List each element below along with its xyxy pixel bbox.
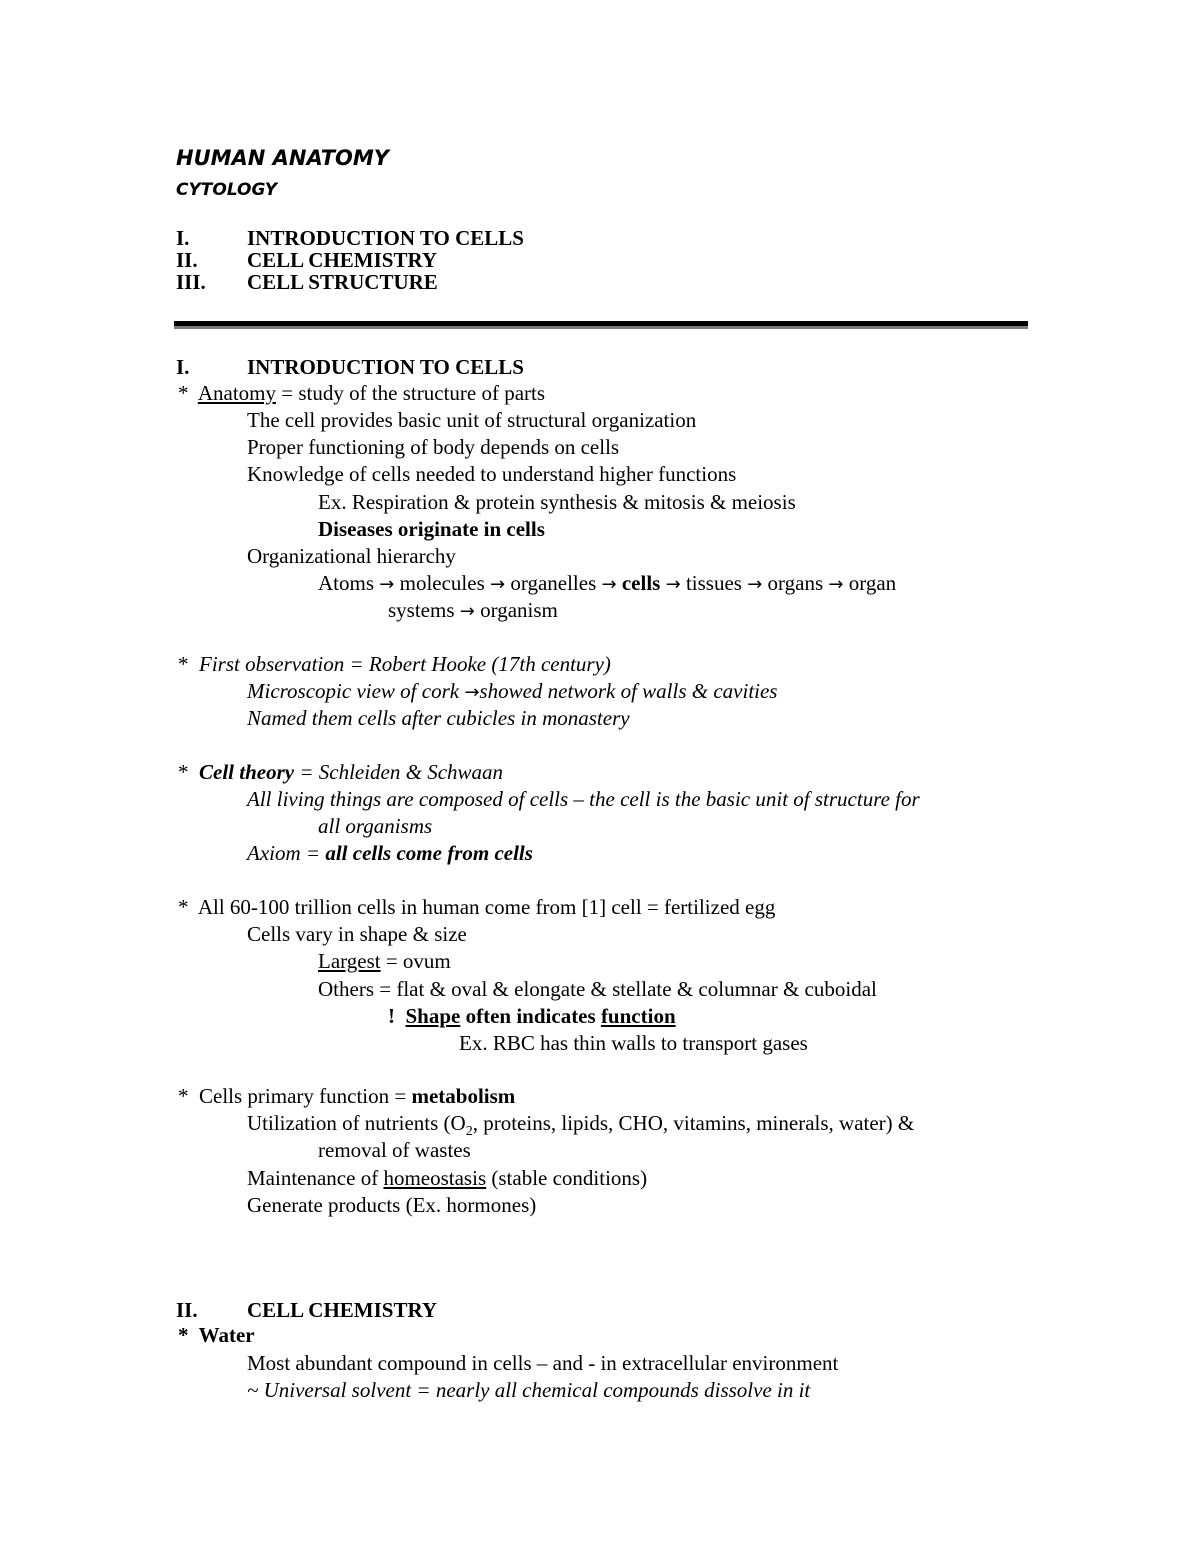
text-line: Others = flat & oval & elongate & stellate & columnar & cuboidal [318,977,877,1001]
text-segment: Microscopic view of cork [247,679,465,703]
term-anatomy: Anatomy [197,381,276,405]
hierarchy-item: cells [616,571,666,595]
hierarchy-item: organs [762,571,829,595]
bullet-star: * [178,760,189,784]
document-subtitle: CYTOLOGY [176,180,278,200]
bullet-star: * [178,895,189,919]
term-metabolism: metabolism [411,1084,516,1108]
text-line [247,678,777,706]
text-line: Diseases originate in cells [318,517,545,541]
term-water: Water [198,1323,255,1347]
bullet-line [178,759,503,785]
term-largest: Largest [318,949,381,973]
exclamation-mark: ! [388,1004,395,1028]
arrow-right-icon: → [459,601,475,622]
text-segment: , proteins, lipids, CHO, vitamins, minerals, water) & [472,1111,915,1135]
subscript: 2 [465,1124,473,1140]
hierarchy-item: molecules [394,571,490,595]
term-shape: Shape [405,1004,461,1028]
text-line: all organisms [318,814,433,838]
hierarchy-line [318,570,896,598]
bullet-line [178,1083,515,1109]
hierarchy-item: organism [474,598,558,622]
hierarchy-item: organ [843,571,897,595]
text-segment: often indicates [460,1004,601,1028]
text-line: All living things are composed of cells – the cell is the basic unit of structure for [247,787,920,811]
document-title: HUMAN ANATOMY [176,146,390,170]
toc-number: I. [176,226,190,250]
arrow-right-icon: → [379,574,395,595]
hierarchy-item: systems [388,598,460,622]
text-segment: Axiom = [247,841,326,865]
hierarchy-item: tissues [680,571,748,595]
text-line: Named them cells after cubicles in monastery [247,706,630,730]
text-line: ~ Universal solvent = nearly all chemical compounds dissolve in it [247,1378,811,1402]
arrow-right-icon: → [601,574,617,595]
toc-item: INTRODUCTION TO CELLS [247,226,524,250]
term-cell-theory: Cell theory [199,760,295,784]
toc-item: CELL CHEMISTRY [247,248,438,272]
arrow-right-icon: → [490,574,506,595]
text-line [318,948,451,974]
bullet-line [178,651,611,677]
bullet-line [178,894,775,920]
text-segment: Cells primary function = [199,1084,412,1108]
toc-number: II. [176,248,198,272]
text-line: Ex. RBC has thin walls to transport gases [459,1031,808,1055]
bullet-star: * [178,1084,189,1108]
section-number: II. [176,1298,198,1322]
arrow-right-icon: → [464,682,480,703]
section-heading: INTRODUCTION TO CELLS [247,355,524,379]
text-line: Proper functioning of body depends on cells [247,435,620,459]
section-heading: CELL CHEMISTRY [247,1298,438,1322]
bullet-line [178,1322,255,1348]
hierarchy-item: organelles [505,571,602,595]
section-number: I. [176,355,190,379]
toc-number: III. [176,270,206,294]
text-line: Most abundant compound in cells – and - in extracellular environment [247,1351,839,1375]
text-line [247,840,533,866]
bullet-star: * [178,1323,189,1347]
term-function: function [600,1004,676,1028]
text-segment: showed network of walls & cavities [479,679,778,703]
axiom-text: all cells come from cells [325,841,533,865]
bullet-star: * [178,652,189,676]
bullet-line [178,380,545,406]
hierarchy-item: Atoms [318,571,380,595]
text-line: Generate products (Ex. hormones) [247,1193,537,1217]
divider-shadow [174,326,1028,329]
text-line: removal of wastes [318,1138,471,1162]
text-segment: Maintenance of [247,1166,384,1190]
text-segment: Utilization of nutrients (O [247,1111,466,1135]
text-line: The cell provides basic unit of structural organization [247,408,697,432]
text-line: Organizational hierarchy [247,544,456,568]
text-line [388,1003,676,1029]
bullet-star: * [178,381,189,405]
term-homeostasis: homeostasis [383,1166,487,1190]
hierarchy-line [388,597,558,625]
text-segment: (stable conditions) [486,1166,648,1190]
toc-item: CELL STRUCTURE [247,270,438,294]
observation-text: First observation = Robert Hooke (17th century) [199,652,611,676]
text-segment: = ovum [380,949,451,973]
text-line: Cells vary in shape & size [247,922,467,946]
arrow-right-icon: → [747,574,763,595]
text-segment: = Schleiden & Schwaan [294,760,504,784]
definition: = study of the structure of parts [276,381,546,405]
text-line: Ex. Respiration & protein synthesis & mitosis & meiosis [318,490,796,514]
text-line [247,1165,647,1191]
arrow-right-icon: → [828,574,844,595]
text-segment: All 60-100 trillion cells in human come from [1] cell = fertilized egg [197,895,776,919]
text-line: Knowledge of cells needed to understand higher functions [247,462,737,486]
arrow-right-icon: → [665,574,681,595]
